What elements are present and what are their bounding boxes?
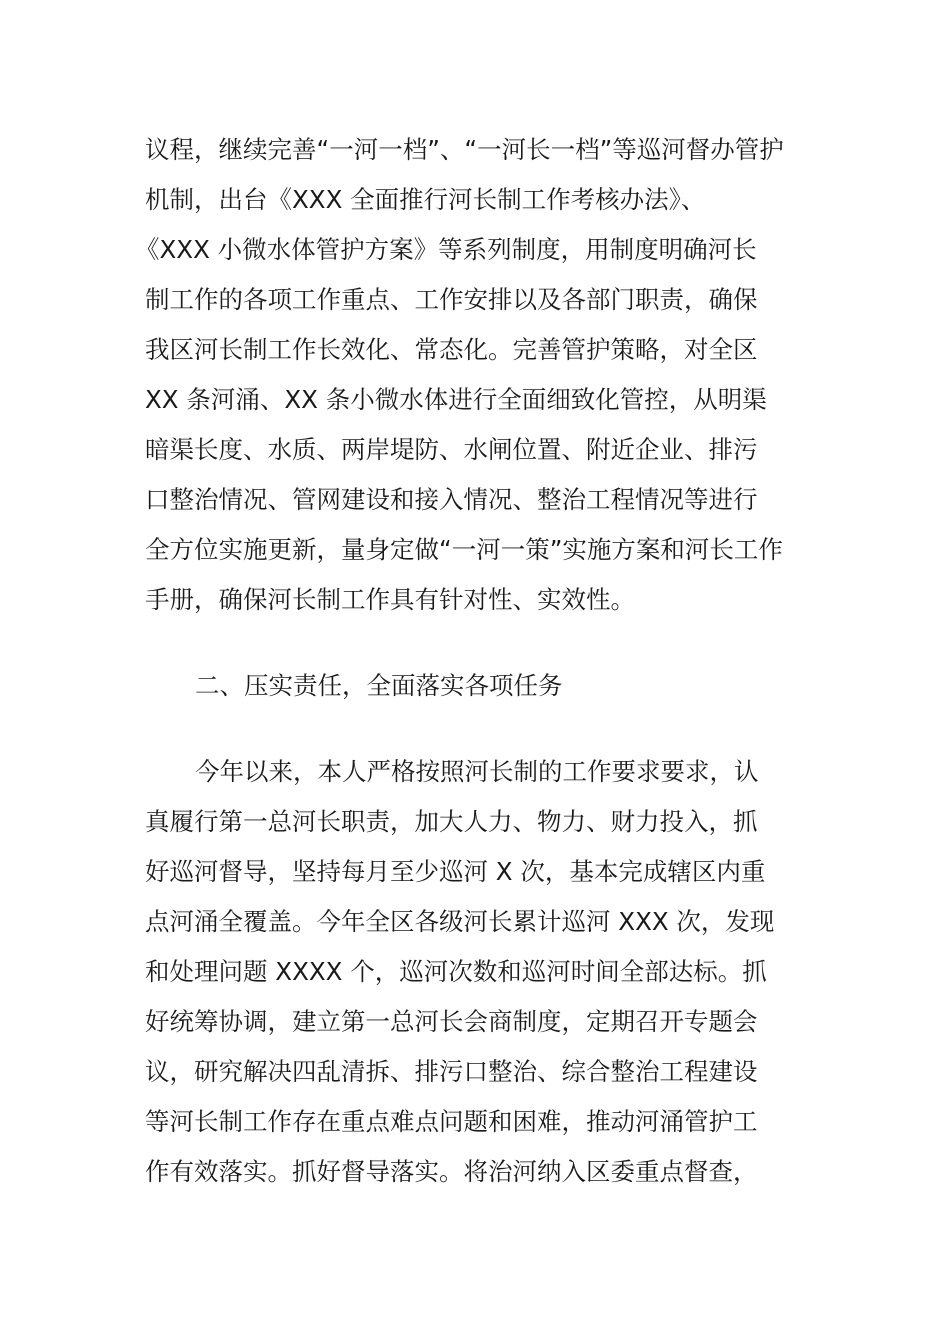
text-line: 暗渠长度、水质、两岸堤防、水闸位置、附近企业、排污 xyxy=(145,435,758,464)
text-line: 我区河长制工作长效化、常态化。完善管护策略，对全区 xyxy=(145,335,758,364)
text-line: 和处理问题 XXXX 个，巡河次数和巡河时间全部达标。抓 xyxy=(145,957,767,986)
text-line: 好统筹协调，建立第一总河长会商制度，定期召开专题会 xyxy=(145,1007,758,1036)
text-line: 机制，出台《XXX 全面推行河长制工作考核办法》、 xyxy=(145,185,706,214)
text-line: 口整治情况、管网建设和接入情况、整治工程情况等进行 xyxy=(145,485,758,514)
text-line: 全方位实施更新，量身定做“一河一策”实施方案和河长工作 xyxy=(145,535,783,564)
text-line: 今年以来，本人严格按照河长制的工作要求要求，认 xyxy=(195,757,759,786)
text-line: 好巡河督导，坚持每月至少巡河 X 次，基本完成辖区内重 xyxy=(145,857,766,886)
text-line: XX 条河涌、XX 条小微水体进行全面细致化管控，从明渠 xyxy=(145,385,767,414)
text-line: 制工作的各项工作重点、工作安排以及各部门职责，确保 xyxy=(145,285,758,314)
text-line: 《XXX 小微水体管护方案》等系列制度，用制度明确河长 xyxy=(135,235,757,264)
text-line: 议，研究解决四乱清拆、排污口整治、综合整治工程建设 xyxy=(145,1057,758,1086)
text-line: 等河长制工作存在重点难点问题和困难，推动河涌管护工 xyxy=(145,1107,758,1136)
paragraph-2 xyxy=(145,747,805,1197)
text-line: 真履行第一总河长职责，加大人力、物力、财力投入，抓 xyxy=(145,807,758,836)
text-line: 点河涌全覆盖。今年全区各级河长累计巡河 XXX 次，发现 xyxy=(145,907,775,936)
text-line: 议程，继续完善“一河一档”、“一河长一档”等巡河督办管护 xyxy=(145,135,784,164)
section-heading: 二、压实责任，全面落实各项任务 xyxy=(195,671,563,700)
paragraph-gap xyxy=(145,711,805,747)
text-line: 作有效落实。抓好督导落实。将治河纳入区委重点督查， xyxy=(145,1157,758,1186)
document-body xyxy=(135,125,805,1197)
text-line: 手册，确保河长制工作具有针对性、实效性。 xyxy=(145,585,635,614)
paragraph-gap xyxy=(145,625,805,661)
paragraph-1 xyxy=(135,125,805,625)
